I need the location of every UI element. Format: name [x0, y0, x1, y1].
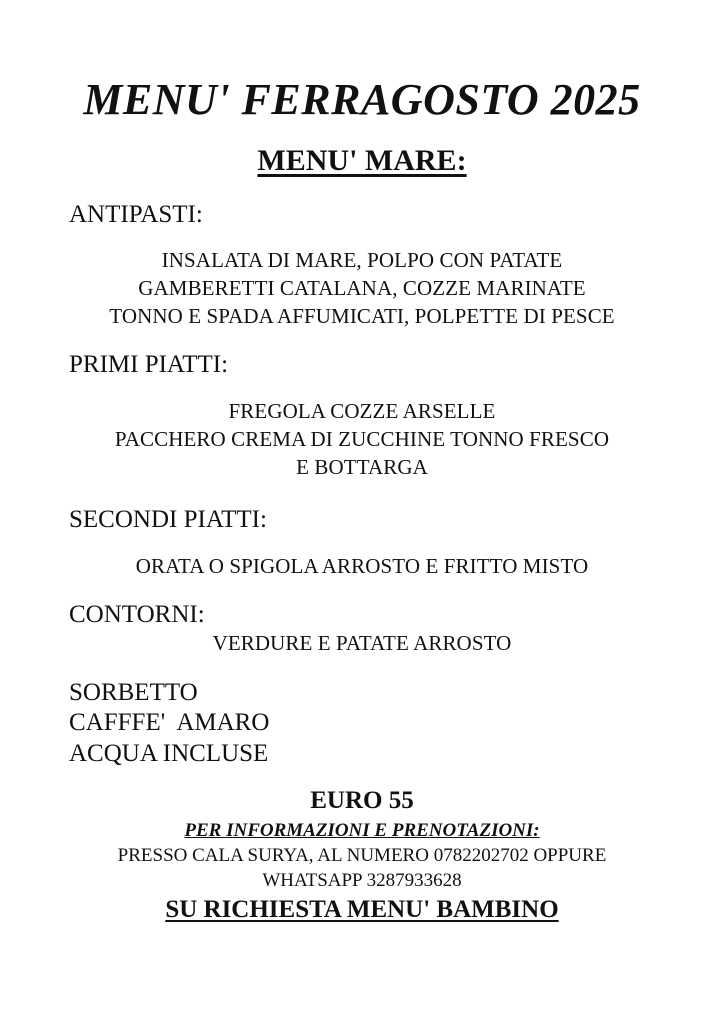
extra-item: CAFFFE' AMARO — [69, 709, 270, 736]
section-heading-antipasti: ANTIPASTI: — [69, 201, 203, 228]
menu-item: ORATA O SPIGOLA ARROSTO E FRITTO MISTO — [135, 554, 589, 578]
menu-item: GAMBERETTI CATALANA, COZZE MARINATE — [138, 276, 586, 300]
extra-item: SORBETTO — [69, 679, 198, 706]
menu-item: E BOTTARGA — [296, 455, 428, 479]
section-heading-contorni: CONTORNI: — [69, 601, 205, 628]
menu-title: MENU' FERRAGOSTO 2025 — [83, 75, 641, 124]
extra-item: ACQUA INCLUSE — [69, 740, 269, 767]
price: EURO 55 — [310, 787, 414, 814]
info-heading: PER INFORMAZIONI E PRENOTAZIONI: — [184, 820, 540, 841]
contact-line: WHATSAPP 3287933628 — [262, 870, 462, 891]
menu-item: TONNO E SPADA AFFUMICATI, POLPETTE DI PESCE — [109, 304, 615, 328]
section-heading-secondi-piatti: SECONDI PIATTI: — [69, 506, 267, 533]
menu-subtitle: MENU' MARE: — [257, 144, 467, 177]
menu-item: INSALATA DI MARE, POLPO CON PATATE — [161, 248, 563, 272]
menu-item: VERDURE E PATATE ARROSTO — [212, 631, 512, 655]
section-heading-primi-piatti: PRIMI PIATTI: — [69, 351, 229, 378]
kids-menu-note: SU RICHIESTA MENU' BAMBINO — [165, 896, 559, 923]
contact-line: PRESSO CALA SURYA, AL NUMERO 0782202702 OPPURE — [117, 845, 607, 866]
menu-item: PACCHERO CREMA DI ZUCCHINE TONNO FRESCO — [114, 427, 610, 451]
menu-item: FREGOLA COZZE ARSELLE — [228, 399, 496, 423]
